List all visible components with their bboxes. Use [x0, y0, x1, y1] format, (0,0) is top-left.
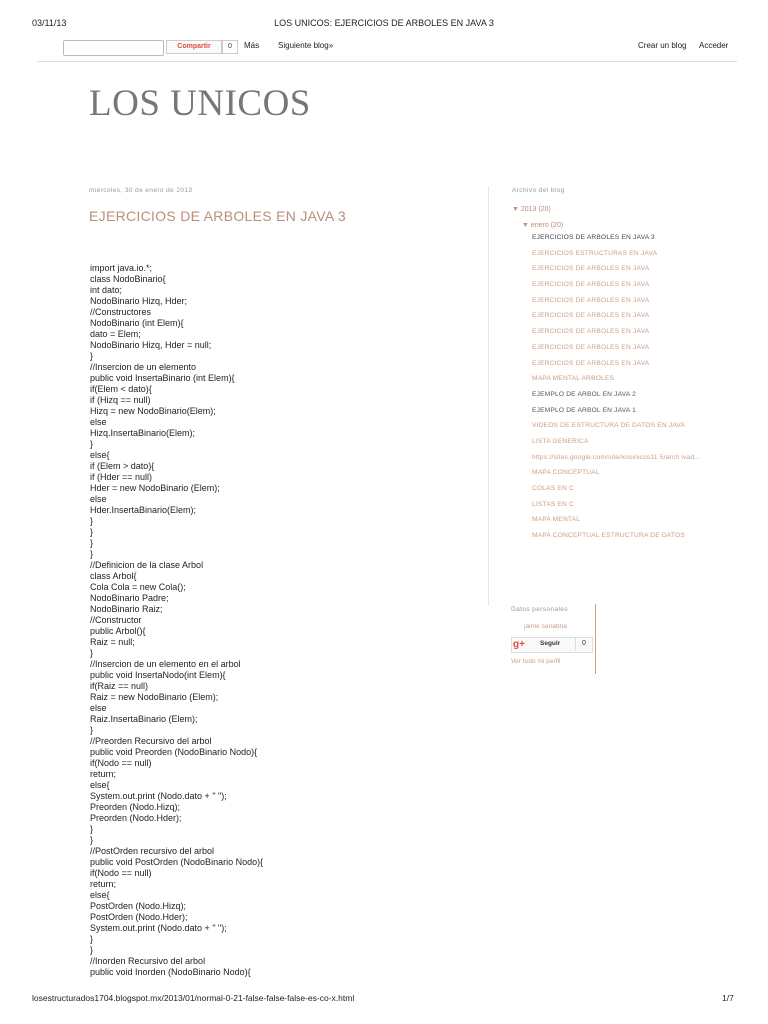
code-line: if(Raiz == null)	[90, 681, 149, 691]
code-line: Hizq.InsertaBinario(Elem);	[90, 428, 196, 438]
archive-post-link[interactable]: VIDEOS DE ESTRUCTURA DE DATOS EN JAVA	[532, 422, 686, 430]
archive-post-link[interactable]: COLAS EN C	[532, 485, 574, 492]
post-title[interactable]: EJERCICIOS DE ARBOLES EN JAVA 3	[89, 208, 346, 224]
code-line: else	[90, 494, 107, 504]
code-line: //Definicion de la clase Arbol	[90, 560, 204, 570]
code-line: if (Elem > dato){	[90, 461, 155, 471]
code-line: }	[90, 725, 94, 735]
code-line: dato = Elem;	[90, 329, 141, 339]
code-line: public void PostOrden (NodoBinario Nodo){	[90, 857, 264, 867]
navbar-search-input[interactable]	[63, 40, 164, 56]
code-line: //Inorden Recursivo del arbol	[90, 956, 206, 966]
print-page-number: 1/7	[722, 993, 734, 1003]
code-line: public void Preorden (NodoBinario Nodo){	[90, 747, 258, 757]
code-line: public void Inorden (NodoBinario Nodo){	[90, 967, 251, 977]
code-line: int dato;	[90, 285, 123, 295]
code-line: PostOrden (Nodo.Hizq);	[90, 901, 187, 911]
code-line: else{	[90, 780, 110, 790]
archive-post-link[interactable]: EJERCICIOS DE ARBOLES EN JAVA	[532, 296, 650, 304]
code-line: NodoBinario Padre;	[90, 593, 169, 603]
code-line: System.out.print (Nodo.dato + " ");	[90, 923, 227, 933]
follow-count: 0	[575, 637, 592, 651]
code-line: Preorden (Nodo.Hizq);	[90, 802, 181, 812]
code-line: if (Hizq == null)	[90, 395, 151, 405]
code-line: //PostOrden recursivo del arbol	[90, 846, 215, 856]
archive-post-link[interactable]: https://sites.google.com/site/losunicos11 5/arch ivad...	[532, 453, 701, 461]
archive-post-link[interactable]: LISTA GENERICA	[532, 437, 589, 445]
archive-year-toggle[interactable]: ▼ 2013 (20)	[512, 206, 551, 213]
code-line: }	[90, 549, 94, 559]
view-profile-link[interactable]: Ver todo mi perfil	[511, 658, 561, 665]
code-line: Raiz = null;	[90, 637, 135, 647]
create-blog-link[interactable]: Crear un blog	[638, 41, 687, 50]
code-line: }	[90, 934, 94, 944]
code-line: Hder.InsertaBinario(Elem);	[90, 505, 197, 515]
code-line: if(Elem < dato){	[90, 384, 152, 394]
code-line: }	[90, 945, 94, 955]
code-line: if(Nodo == null)	[90, 868, 152, 878]
code-line: Hder = new NodoBinario (Elem);	[90, 483, 220, 493]
code-line: }	[90, 538, 94, 548]
code-line: else{	[90, 890, 110, 900]
code-line: Cola Cola = new Cola();	[90, 582, 186, 592]
print-url: losestructurados1704.blogspot.mx/2013/01/normal-0-21-false-false-false-es-co-x.html	[32, 993, 355, 1003]
code-line: Preorden (Nodo.Hder);	[90, 813, 182, 823]
code-line: Hizq = new NodoBinario(Elem);	[90, 406, 216, 416]
archive-post-list	[532, 234, 717, 548]
archive-post-link[interactable]: EJERCICIOS DE ARBOLES EN JAVA	[532, 312, 650, 320]
print-page-title: LOS UNICOS: EJERCICIOS DE ARBOLES EN JAVA 3	[274, 18, 494, 28]
login-link[interactable]: Acceder	[699, 41, 729, 50]
code-line: if(Nodo == null)	[90, 758, 152, 768]
code-line: }	[90, 439, 94, 449]
code-line: NodoBinario Hizq, Hder;	[90, 296, 188, 306]
code-line: NodoBinario Raiz;	[90, 604, 163, 614]
code-line: public Arbol(){	[90, 626, 146, 636]
sidebar-divider	[488, 186, 489, 606]
profile-name-link[interactable]: jaime sanabria	[524, 623, 567, 630]
code-line: //Constructor	[90, 615, 142, 625]
code-line: }	[90, 648, 94, 658]
archive-post-link[interactable]: MAPA MENTAL	[532, 516, 581, 524]
next-blog-link[interactable]: Siguiente blog»	[278, 41, 334, 50]
archive-post-link[interactable]: EJERCICIOS DE ARBOLES EN JAVA 3	[532, 234, 655, 241]
share-button[interactable]: Compartir	[166, 40, 222, 54]
code-line: else	[90, 417, 107, 427]
more-link[interactable]: Más	[244, 41, 260, 50]
code-line: }	[90, 824, 94, 834]
gplus-icon: g+	[513, 639, 525, 650]
print-date: 03/11/13	[32, 18, 67, 28]
code-line: //Insercion de un elemento en el arbol	[90, 659, 241, 669]
code-line: class Arbol{	[90, 571, 137, 581]
code-line: }	[90, 527, 94, 537]
archive-post-link[interactable]: EJERCICIOS DE ARBOLES EN JAVA	[532, 359, 650, 367]
code-line: //Insercion de un elemento	[90, 362, 197, 372]
blog-title[interactable]: LOS UNICOS	[89, 83, 311, 124]
navbar-divider	[37, 61, 737, 62]
post-code-block	[90, 263, 263, 978]
archive-post-link[interactable]: EJERCICIOS DE ARBOLES EN JAVA	[532, 328, 650, 336]
code-line: System.out.print (Nodo.dato + " ");	[90, 791, 227, 801]
archive-post-link[interactable]: EJERCICIOS DE ARBOLES EN JAVA	[532, 343, 650, 351]
profile-divider	[595, 604, 596, 674]
follow-button[interactable]: Seguir	[540, 640, 561, 647]
code-line: NodoBinario Hizq, Hder = null;	[90, 340, 212, 350]
share-count: 0	[222, 40, 238, 54]
archive-post-link[interactable]: MAPA CONCEPTUAL	[532, 469, 600, 477]
code-line: Raiz = new NodoBinario (Elem);	[90, 692, 219, 702]
archive-post-link[interactable]: LISTAS EN C	[532, 500, 575, 508]
code-line: public void InsertaBinario (int Elem){	[90, 373, 235, 383]
code-line: //Preorden Recursivo del arbol	[90, 736, 212, 746]
archive-post-link[interactable]: MAPA CONCEPTUAL ESTRUCTURA DE DATOS	[532, 532, 685, 540]
code-line: else{	[90, 450, 110, 460]
archive-post-link[interactable]: EJERCICIOS ESTRUCTURAS EN JAVA	[532, 249, 658, 257]
code-line: PostOrden (Nodo.Hder);	[90, 912, 188, 922]
code-line: else	[90, 703, 107, 713]
archive-post-link[interactable]: EJEMPLO DE ARBOL EN JAVA 1	[532, 406, 637, 414]
code-line: return;	[90, 879, 117, 889]
code-line: class NodoBinario{	[90, 274, 166, 284]
archive-month-toggle[interactable]: ▼ enero (20)	[522, 222, 564, 229]
post-date: miércoles, 30 de enero de 2013	[89, 187, 193, 194]
code-line: if (Hder == null)	[90, 472, 153, 482]
code-line: Raiz.InsertaBinario (Elem);	[90, 714, 198, 724]
code-line: return;	[90, 769, 117, 779]
code-line: }	[90, 516, 94, 526]
archive-post-link[interactable]: EJERCICIOS DE ARBOLES EN JAVA	[532, 281, 650, 289]
code-line: }	[90, 835, 94, 845]
archive-post-link[interactable]: EJEMPLO DE ARBOL EN JAVA 2	[532, 390, 637, 398]
code-line: //Constructores	[90, 307, 152, 317]
archive-post-link[interactable]: EJERCICIOS DE ARBOLES EN JAVA	[532, 265, 650, 273]
code-line: import java.io.*;	[90, 263, 153, 273]
profile-heading: Datos personales	[511, 606, 568, 613]
code-line: public void InsertaNodo(int Elem){	[90, 670, 226, 680]
archive-heading: Archivo del blog	[512, 187, 565, 194]
archive-post-link[interactable]: MAPA MENTAL ARBOLES	[532, 375, 615, 383]
code-line: }	[90, 351, 94, 361]
code-line: NodoBinario (int Elem){	[90, 318, 184, 328]
